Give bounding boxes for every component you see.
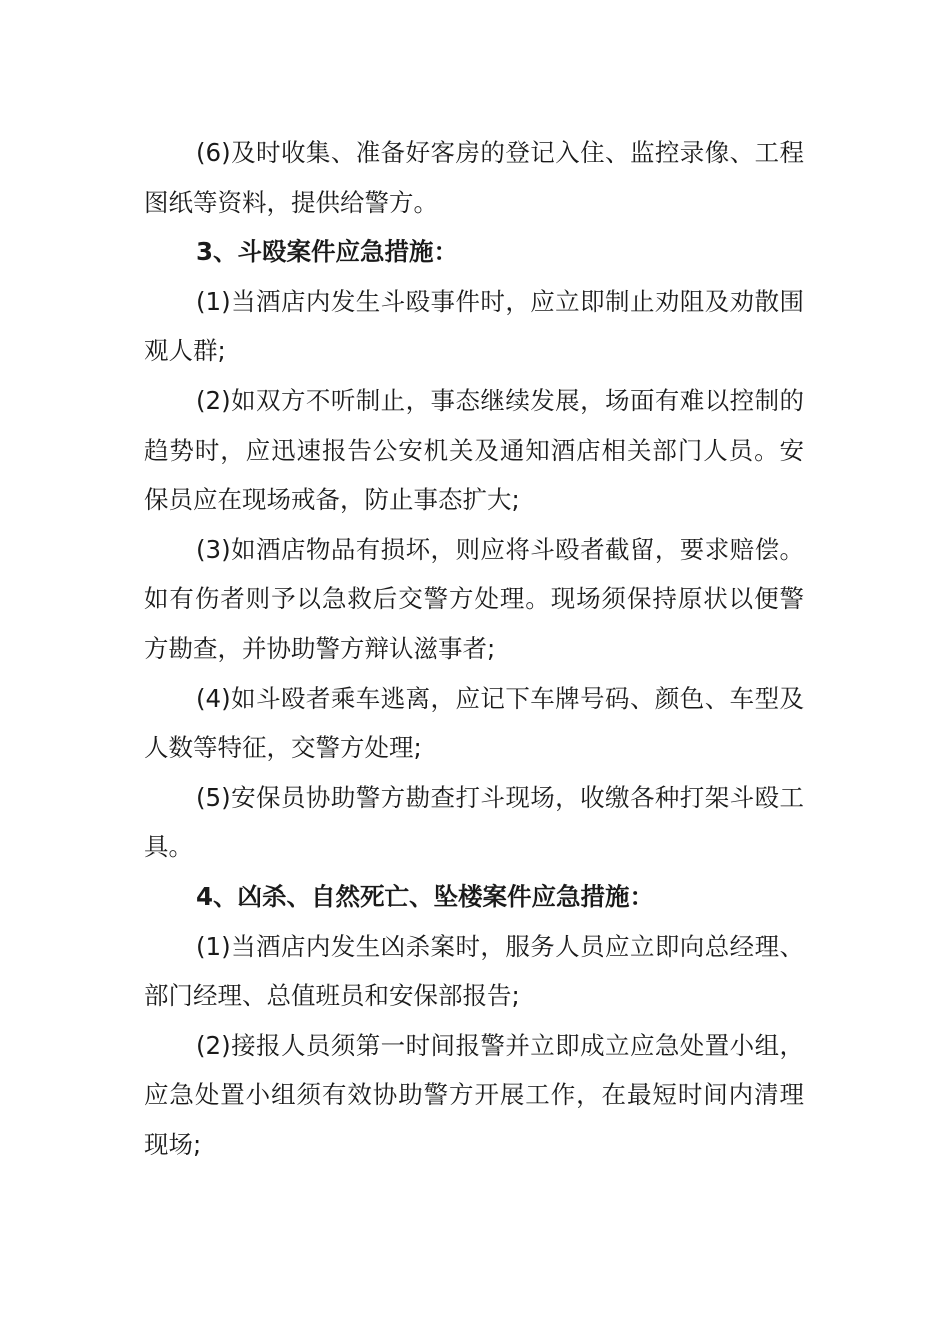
paragraph-item-5: (5)安保员协助警方勘查打斗现场，收缴各种打架斗殴工具。 xyxy=(144,782,804,862)
paragraph-item-3: (3)如酒店物品有损坏，则应将斗殴者截留，要求赔偿。如有伤者则予以急救后交警方处理。现场须保持原状以便警方勘查，并协助警方辩认滋事者; xyxy=(144,534,804,663)
paragraph-item-6: (6)及时收集、准备好客房的登记入住、监控录像、工程图纸等资料，提供给警方。 xyxy=(144,138,804,217)
paragraph-item-4: (4)如斗殴者乘车逃离，应记下车牌号码、颜色、车型及人数等特征，交警方处理; xyxy=(144,683,804,763)
paragraph-item-2: (2)如双方不听制止，事态继续发展，场面有难以控制的趋势时，应迅速报告公安机关及通知酒店相关部门人员。安保员应在现场戒备，防止事态扩大; xyxy=(144,385,804,515)
document-body xyxy=(144,128,804,1169)
section-heading-3: 3、斗殴案件应急措施： xyxy=(196,237,459,267)
section-heading-4: 4、凶杀、自然死亡、坠楼案件应急措施： xyxy=(196,881,655,911)
paragraph-item-1: (1)当酒店内发生凶杀案时，服务人员应立即向总经理、部门经理、总值班员和安保部报告; xyxy=(144,931,804,1011)
paragraph-item-2: (2)接报人员须第一时间报警并立即成立应急处置小组，应急处置小组须有效协助警方开展工作，在最短时间内清理现场; xyxy=(144,1030,804,1159)
paragraph-item-1: (1)当酒店内发生斗殴事件时，应立即制止劝阻及劝散围观人群; xyxy=(144,286,804,366)
